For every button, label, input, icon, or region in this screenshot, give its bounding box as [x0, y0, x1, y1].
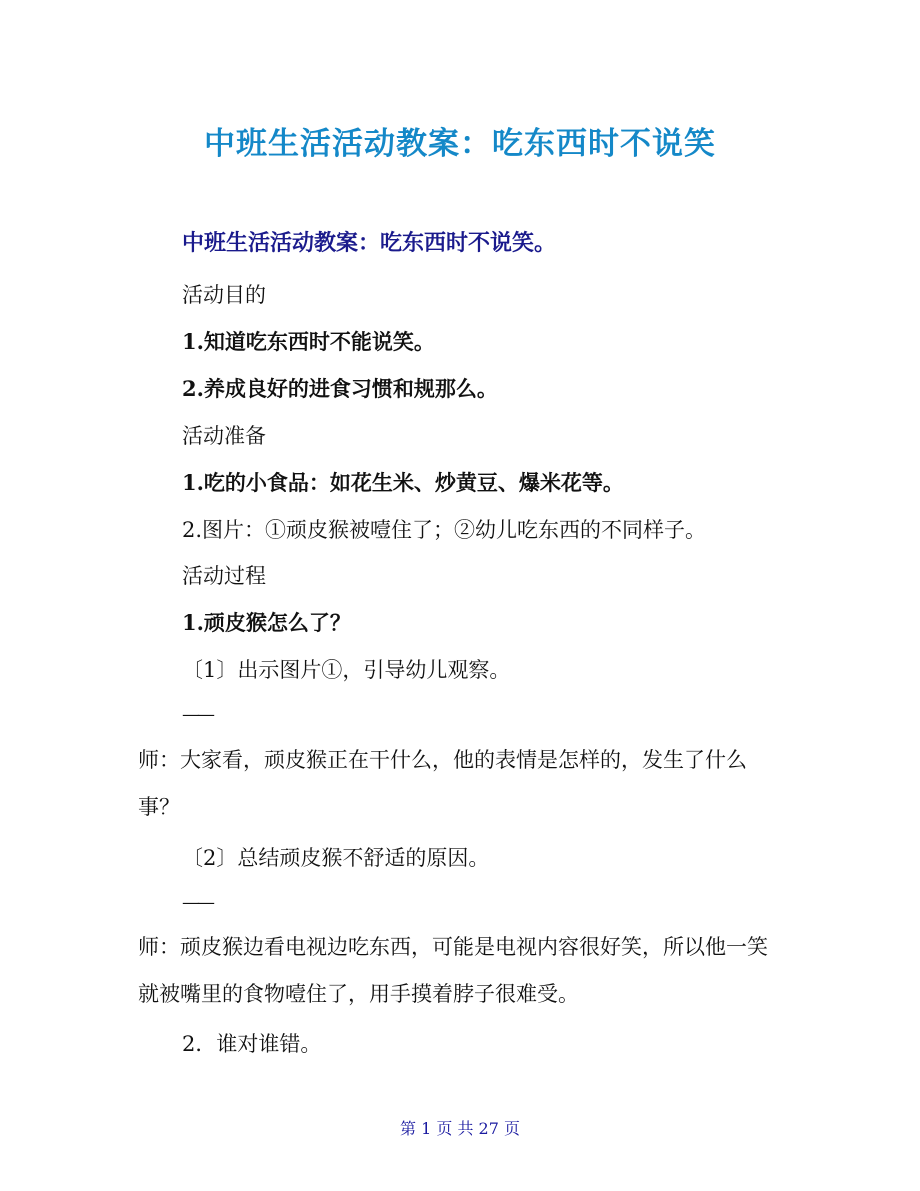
heading-activity-goal: 活动目的 — [182, 283, 266, 307]
goal-item-1: 1.知道吃东西时不能说笑。 — [182, 329, 435, 354]
prep-item-1: 1.吃的小食品：如花生米、炒黄豆、爆米花等。 — [182, 470, 624, 495]
document-title: 中班生活活动教案：吃东西时不说笑 — [204, 126, 716, 162]
teacher-explanation: 师：顽皮猴边看电视边吃东西，可能是电视内容很好笑，所以他一笑就被嘴里的食物噎住了，用手摸着脖子很难受。 — [138, 935, 768, 1006]
prep-item-2: 2.图片：①顽皮猴被噎住了；②幼儿吃东西的不同样子。 — [182, 518, 707, 542]
process-step-2: 2．谁对谁错。 — [182, 1032, 322, 1056]
page-number: 第 1 页 共 27 页 — [400, 1119, 520, 1138]
goal-item-2: 2.养成良好的进食习惯和规那么。 — [182, 376, 498, 401]
teacher-question: 师：大家看，顽皮猴正在干什么，他的表情是怎样的，发生了什么事？ — [138, 748, 747, 819]
heading-activity-process: 活动过程 — [182, 564, 266, 588]
section-subtitle: 中班生活活动教案：吃东西时不说笑。 — [182, 231, 557, 256]
dash-separator: —— — [182, 892, 212, 913]
process-step-1: 1.顽皮猴怎么了？ — [182, 610, 351, 635]
process-substep-2: 〔2〕总结顽皮猴不舒适的原因。 — [182, 846, 490, 870]
dash-separator: —— — [182, 704, 212, 725]
process-substep-1: 〔1〕出示图片①，引导幼儿观察。 — [182, 658, 511, 682]
heading-activity-prep: 活动准备 — [182, 424, 266, 448]
